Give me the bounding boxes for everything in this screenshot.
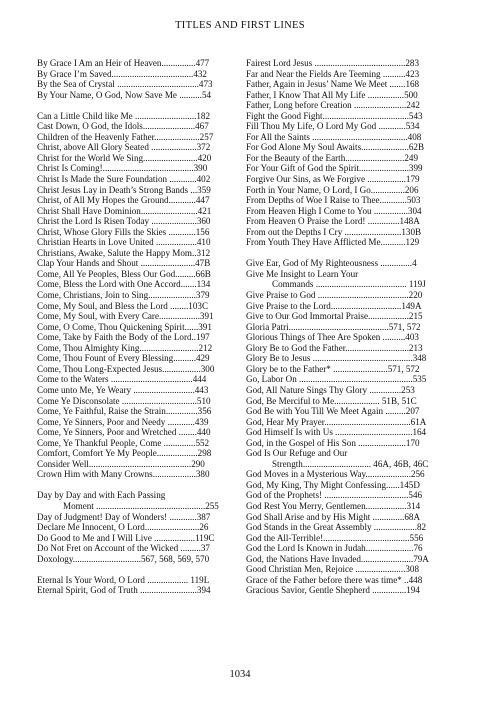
index-column-right	[246, 58, 438, 596]
index-entry: Can a Little Child like Me ...........................182	[37, 110, 211, 121]
index-entry: Fill Thou My Life, O Lord My God ............534	[246, 121, 420, 132]
index-entry: By Your Name, O God, Now Save Me ..........54	[37, 89, 212, 100]
index-entry: For God Alone My Soul Awaits.....................62B	[246, 142, 425, 153]
index-entry: God, in the Gospel of His Son .....................170	[246, 437, 420, 448]
index-entry: Do Not Fret on Account of the Wicked .........37	[37, 543, 210, 554]
index-entry: Consider Well.............................................290	[37, 458, 205, 469]
index-entry: God Shall Arise and by His Might ..............68A	[246, 511, 421, 522]
page-number: 1034	[229, 669, 251, 680]
index-entry: God, My King, Thy Might Confessing......145D	[246, 479, 420, 490]
index-entry: God Is Our Refuge and Our	[246, 448, 348, 459]
index-entry: Clap Your Hands and Shout ........................47B	[37, 258, 211, 269]
index-entry: Christ Shall Have Dominion.........................421	[37, 205, 212, 216]
index-entry: Christ, Whose Glory Fills the Skies ............156	[37, 226, 210, 237]
index-entry: For the Beauty of the Earth..........................249	[246, 152, 418, 163]
index-entry: Declare Me Innocent, O Lord........................26	[37, 522, 209, 533]
index-entry: Day by Day and with Each Passing	[37, 490, 166, 501]
index-entry: Come, Thou Almighty King..........................212	[37, 342, 213, 353]
index-entry: Give Praise to God ........................................220	[246, 290, 423, 301]
index-entry: Give to Our God Immortal Praise..................215	[246, 311, 423, 322]
index-entry: Come, Christians, Join to Sing.....................379	[37, 290, 210, 301]
index-entry: God Moves in a Mysterious Way....................256	[246, 469, 425, 480]
index-entry: Christian Hearts in Love United ..................410	[37, 237, 211, 248]
index-entry: God the Lord Is Known in Judah.....................76	[246, 543, 423, 554]
index-entry: Give Ear, God of My Righteousness ..............4	[246, 258, 417, 269]
index-entry: Grace of the Father before there was time* ..448	[246, 574, 423, 585]
index-entry: Christ for the World We Sing........................420	[37, 152, 212, 163]
index-entry: For All the Saints ..........................................408	[246, 131, 422, 142]
index-entry: Do Good to Me and I Will Live ..................119C	[37, 532, 215, 543]
section-gap	[246, 248, 438, 259]
index-entry: Fight the Good Fight......................................543	[246, 110, 423, 121]
index-entry: God of the Prophets! .....................................546	[246, 490, 423, 501]
index-entry: Christ, above All Glory Seated ....................372	[37, 142, 211, 153]
index-entry: Crown Him with Many Crowns...................380	[37, 469, 210, 480]
index-column-left	[37, 58, 225, 596]
running-header: TITLES AND FIRST LINES	[175, 20, 305, 31]
index-entry: Gloria Patri............................................571, 572	[246, 321, 421, 332]
index-entry: Children of the Heavenly Father....................257	[37, 131, 214, 142]
index-entry: Fairest Lord Jesus ........................................283	[246, 58, 420, 68]
index-entry: For Your Gift of God the Spirit......................399	[246, 163, 423, 174]
index-entry: Christ Is Coming!........................................390	[37, 163, 208, 174]
index-entry: From Heaven O Praise the Lord! ..............148A	[246, 216, 420, 227]
index-entry: Christ Is Made the Sure Foundation ............402	[37, 174, 211, 185]
index-entry-continuation: Commands ........................................ 119J	[272, 279, 426, 290]
section-gap	[37, 100, 225, 111]
index-entry: Glory be to the Father* ........................571, 572	[246, 363, 420, 374]
index-entry: Give Me Insight to Learn Your	[246, 268, 359, 279]
index-entry: Doxology..............................567, 568, 569, 570	[37, 553, 210, 564]
index-entry: Come, Ye Sinners, Poor and Needy ............439	[37, 416, 209, 427]
index-entry: Come, My Soul, and Bless the Lord ........103C	[37, 300, 209, 311]
index-entry: Come, My Soul, with Every Care..................391	[37, 311, 214, 322]
index-entry: Come, Ye Thankful People, Come ..............552	[37, 437, 210, 448]
index-entry: God, the Nations Have Invaded.......................79A	[246, 553, 429, 564]
index-entry: God the All-Terrible!......................................556	[246, 532, 424, 543]
index-entry: Glory Be to Jesus ............................................348	[246, 353, 427, 364]
index-entry: Forgive Our Sins, as We Forgive .................179	[246, 174, 420, 185]
index-entry-continuation: Strength.............................. 46A, 46B, 46C	[272, 458, 429, 469]
index-entry: By Grace I’m Saved....................................432	[37, 68, 207, 79]
index-entry: Forth in Your Name, O Lord, I Go...............206	[246, 184, 419, 195]
index-entry: From out the Depths I Cry .........................130B	[246, 226, 422, 237]
index-entry: Come, All Ye Peoples, Bless Our God.........66B	[37, 268, 211, 279]
index-entry: Come to the Waters ....................................444	[37, 374, 207, 385]
index-entry: Glory Be to God the Father............................213	[246, 342, 423, 353]
index-entry: Father, I Know That All My Life ................500	[246, 89, 418, 100]
index-entry: Come, Ye Faithful, Raise the Strain..............356	[37, 406, 212, 417]
index-entry: Come Ye Disconsolate .................................510	[37, 395, 211, 406]
index-entry: Eternal Spirit, God of Truth .........................394	[37, 585, 211, 596]
index-entry: Christ Jesus Lay in Death’s Strong Bands ...359	[37, 184, 211, 195]
index-entry: From Heaven High I Come to You ...............304	[246, 205, 422, 216]
index-entry: God Rest You Merry, Gentlemen..................314	[246, 500, 421, 511]
section-gap	[37, 564, 225, 575]
index-entry: Come, Take by Faith the Body of the Lord..197	[37, 332, 210, 343]
index-entry: Give Praise to the Lord...............................149A	[246, 300, 422, 311]
index-entry: Christians, Awake, Salute the Happy Mom..312	[37, 247, 211, 258]
index-entry: Come, Thou Fount of Every Blessing..........429	[37, 353, 210, 364]
index-entry: By the Sea of Crystal ....................................473	[37, 79, 213, 90]
index-entry: God Himself Is with Us ..................................164	[246, 427, 427, 438]
index-entry: Come, Bless the Lord with One Accord.......134	[37, 279, 211, 290]
index-entry: Good Christian Men, Rejoice ......................308	[246, 564, 420, 575]
index-entry: From Depths of Woe I Raise to Thee............503	[246, 195, 421, 206]
index-entry: Day of Judgment! Day of Wonders! ............387	[37, 511, 211, 522]
index-entry: God, Hear My Prayer......................................61A	[246, 416, 427, 427]
index-entry: God Be with You Till We Meet Again .........207	[246, 406, 420, 417]
index-entry: Eternal Is Your Word, O Lord .................. 119L	[37, 574, 210, 585]
index-entry: Come, O Come, Thou Quickening Spirit......391	[37, 321, 212, 332]
index-entry: Come, Ye Sinners, Poor and Wretched ........440	[37, 427, 211, 438]
index-entry: Christ the Lord Is Risen Today ....................360	[37, 216, 211, 227]
index-entry: Father, Again in Jesus’ Name We Meet .......168	[246, 79, 420, 90]
index-entry: By Grace I Am an Heir of Heaven...............477	[37, 58, 210, 68]
index-entry: Comfort, Comfort Ye My People..................298	[37, 448, 212, 459]
index-entry: Cast Down, O God, the Idols.......................467	[37, 121, 209, 132]
index-entry: God, Be Merciful to Me.................... 51B, 51C	[246, 395, 417, 406]
index-entry: Come unto Me, Ye Weary ...........................443	[37, 384, 209, 395]
index-entry: Christ, of All My Hopes the Ground............447	[37, 195, 210, 206]
index-entry: Glorious Things of Thee Are Spoken ..........403	[246, 332, 419, 343]
index-entry-continuation: Moment ................................................255	[63, 500, 219, 511]
index-entry: Father, Long before Creation .......................242	[246, 100, 420, 111]
index-entry: Come, Thou Long-Expected Jesus.................300	[37, 363, 215, 374]
index-entry: From Youth They Have Afflicted Me...........129	[246, 237, 420, 248]
index-entry: Go, Labor On ..................................................535	[246, 374, 427, 385]
section-gap	[37, 480, 225, 491]
index-entry: Far and Near the Fields Are Teeming ..........423	[246, 68, 420, 79]
index-entry: God, All Nature Sings Thy Glory ..............253	[246, 384, 415, 395]
index-entry: God Stands in the Great Assembly ...................82	[246, 522, 427, 533]
index-entry: Gracious Savior, Gentle Shepherd ...............194	[246, 585, 420, 596]
